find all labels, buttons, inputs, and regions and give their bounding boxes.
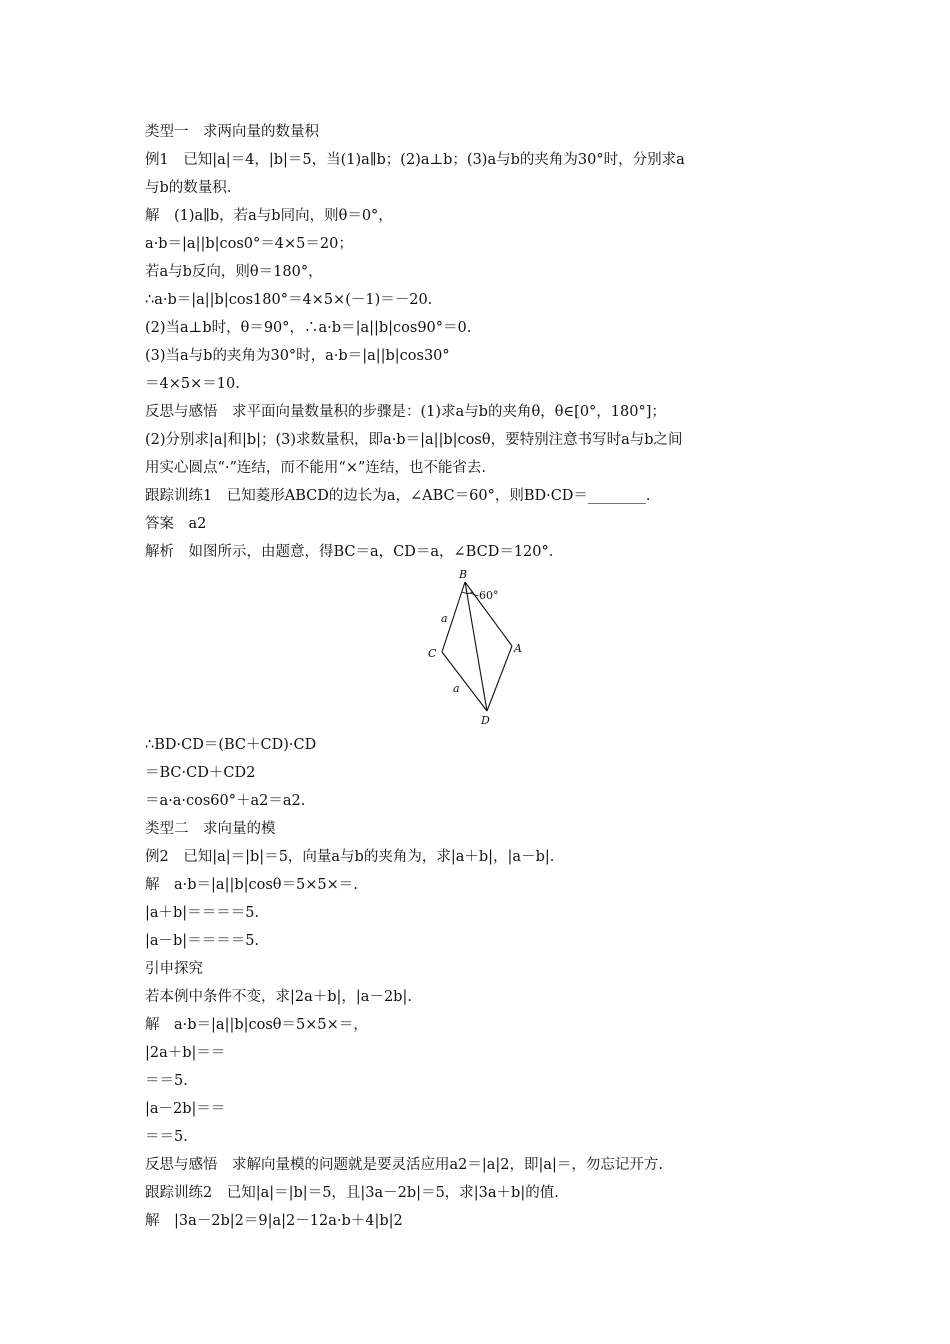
side-label-bc: a [441, 612, 448, 625]
vertex-label-b: B [459, 568, 468, 581]
text-line: |a＋b|＝＝＝＝5. [145, 905, 260, 921]
side-label-cd: a [453, 682, 460, 695]
text-line: 答案 a2 [145, 516, 207, 532]
text-line: 解 |3a－2b|2＝9|a|2－12a·b＋4|b|2 [145, 1213, 403, 1229]
vertex-label-a: A [514, 642, 522, 655]
text-line: 例1 已知|a|＝4，|b|＝5，当(1)a∥b；(2)a⊥b；(3)a与b的夹角为30°时，分别求a [145, 152, 685, 168]
text-line: 解 (1)a∥b，若a与b同向，则θ＝0°， [145, 208, 393, 224]
text-line: 解 a·b＝|a||b|cosθ＝5×5×＝， [145, 1017, 368, 1033]
text-line: 跟踪训练2 已知|a|＝|b|＝5，且|3a－2b|＝5，求|3a＋b|的值. [145, 1185, 559, 1201]
vertex-label-d: D [481, 714, 490, 726]
text-line: ∴BD·CD＝(BC＋CD)·CD [145, 737, 317, 753]
text-line: a·b＝|a||b|cos0°＝4×5＝20； [145, 236, 353, 252]
text-line: ＝4×5×＝10. [145, 376, 240, 392]
text-line: |a－2b|＝＝ [145, 1101, 226, 1117]
text-line: ＝＝5. [145, 1073, 188, 1089]
text-line: ＝＝5. [145, 1129, 188, 1145]
text-line: ∴a·b＝|a||b|cos180°＝4×5×(－1)＝－20. [145, 292, 433, 308]
text-line: 若a与b反向，则θ＝180°， [145, 264, 323, 280]
document-content [145, 118, 815, 1235]
text-line: (3)当a与b的夹角为30°时，a·b＝|a||b|cos30° [145, 348, 450, 364]
text-line: 反思与感悟 求平面向量数量积的步骤是：(1)求a与b的夹角θ，θ∈[0°，180°]； [145, 404, 666, 420]
vertex-label-c: C [428, 647, 437, 660]
text-line: |2a＋b|＝＝ [145, 1045, 226, 1061]
angle-label: 60° [479, 589, 499, 602]
text-line: |a－b|＝＝＝＝5. [145, 933, 260, 949]
text-line: (2)当a⊥b时，θ＝90°，∴a·b＝|a||b|cos90°＝0. [145, 320, 472, 336]
text-line: (2)分别求|a|和|b|；(3)求数量积，即a·b＝|a||b|cosθ，要特别注意书写时a与b之间 [145, 432, 683, 448]
text-line: 跟踪训练1 已知菱形ABCD的边长为a，∠ABC＝60°，则BD·CD＝________. [145, 488, 651, 504]
text-line: 解 a·b＝|a||b|cosθ＝5×5×＝. [145, 877, 358, 893]
section-heading: 类型二 求向量的模 [145, 821, 276, 837]
text-line: 引申探究 [145, 961, 203, 977]
text-line: 若本例中条件不变，求|2a＋b|，|a－2b|. [145, 989, 412, 1005]
text-line: 用实心圆点“·”连结，而不能用“×”连结，也不能省去. [145, 460, 487, 476]
text-line: 解析 如图所示，由题意，得BC＝a，CD＝a，∠BCD＝120°. [145, 544, 554, 560]
edge-cd [442, 652, 487, 711]
rhombus-diagram [415, 566, 535, 726]
text-line: 例2 已知|a|＝|b|＝5，向量a与b的夹角为，求|a＋b|，|a－b|. [145, 849, 555, 865]
text-line: 与b的数量积. [145, 180, 232, 196]
text-line: 反思与感悟 求解向量模的问题就是要灵活应用a2＝|a|2，即|a|＝，勿忘记开方. [145, 1157, 664, 1173]
rhombus-figure [145, 566, 815, 731]
text-line: ＝BC·CD＋CD2 [145, 765, 256, 781]
edge-da [487, 646, 512, 711]
text-line: ＝a·a·cos60°＋a2＝a2. [145, 793, 306, 809]
section-heading: 类型一 求两向量的数量积 [145, 124, 319, 140]
